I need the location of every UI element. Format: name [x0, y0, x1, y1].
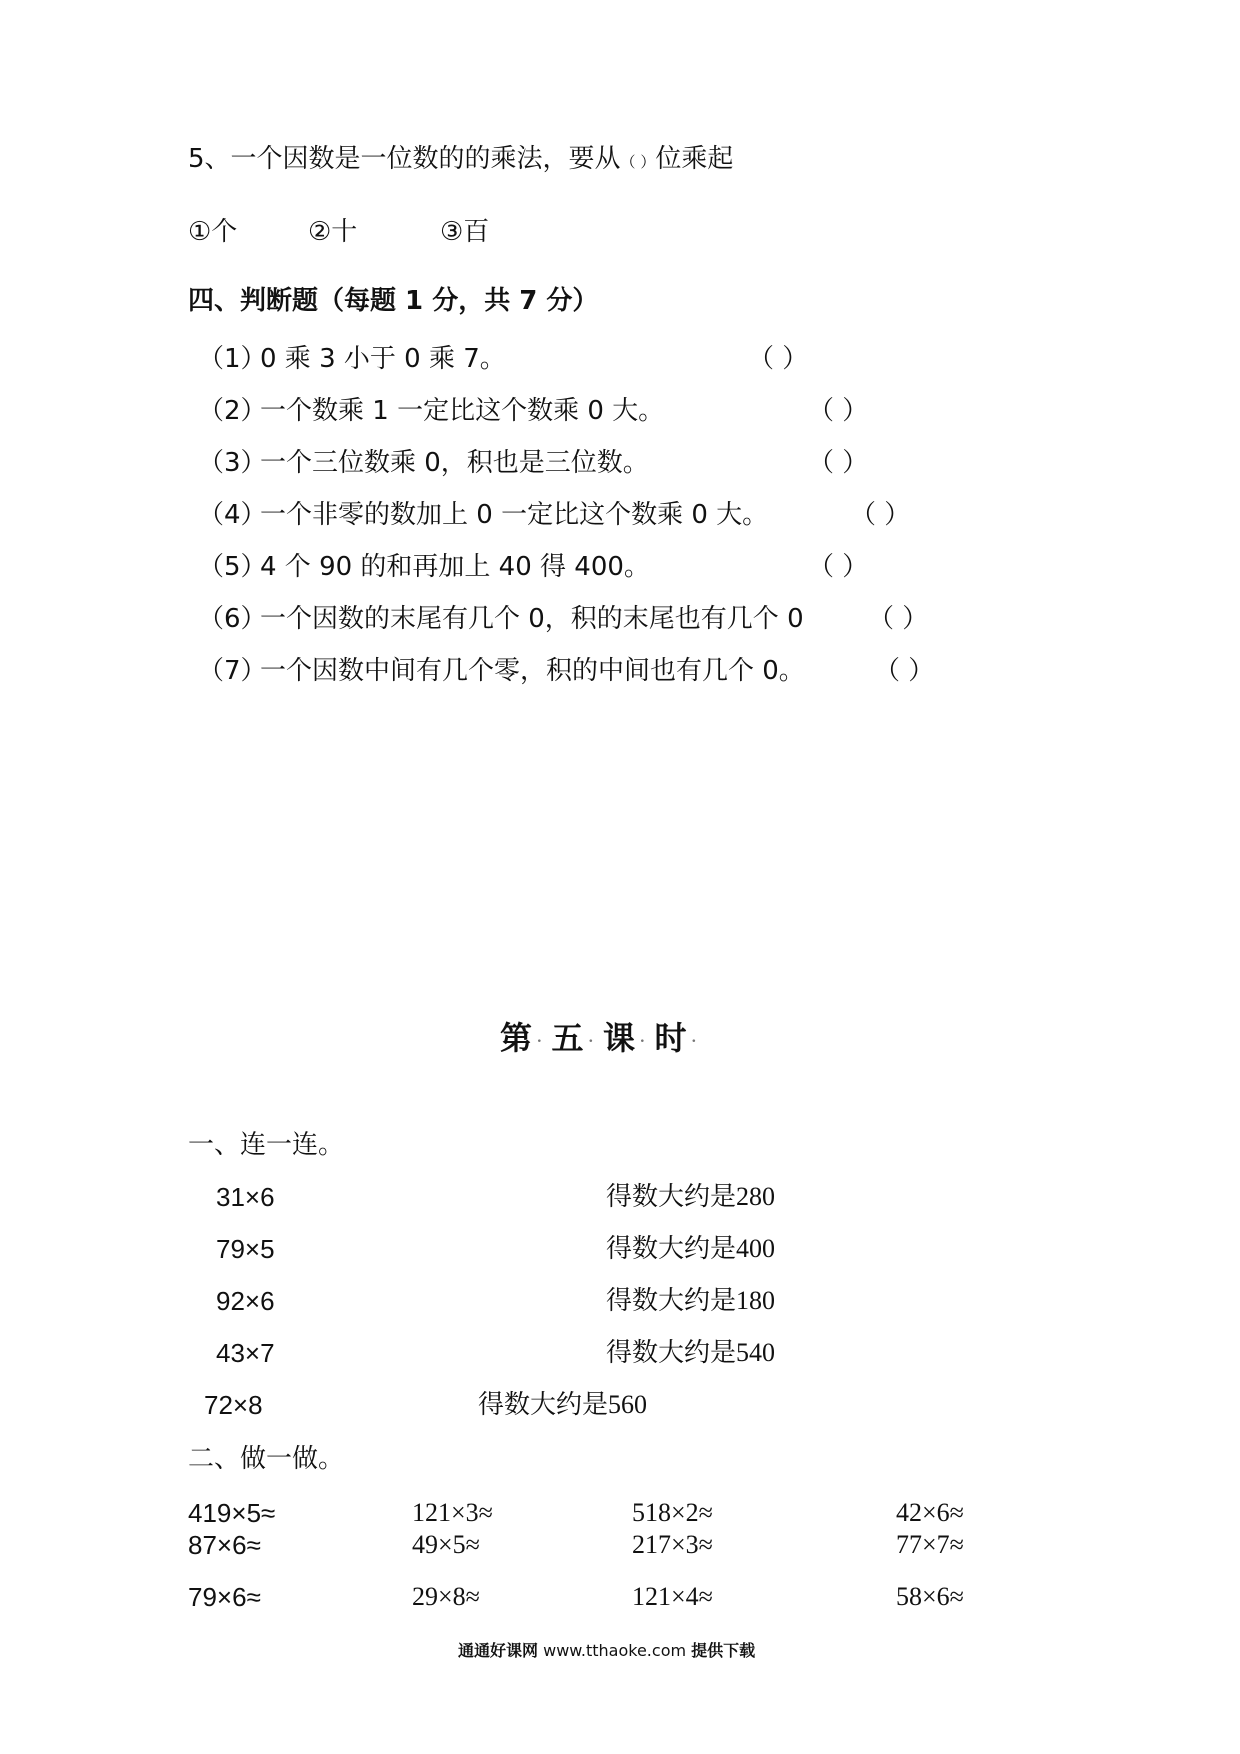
match-right-label: 得数大约是 — [606, 1338, 737, 1368]
judge-item-1-text: 0 乘 3 小于 0 乘 7。 — [260, 344, 506, 374]
judge-item-7-text: 一个因数中间有几个零，积的中间也有几个 0。 — [260, 656, 805, 686]
estimate-r1-c2: 121×3≈ — [412, 1498, 493, 1527]
footer-link[interactable]: www.tthaoke.com — [543, 1641, 687, 1660]
judge-item-4-num: （4） — [198, 500, 267, 530]
estimate-r3-c3: 121×4≈ — [632, 1582, 713, 1611]
judge-item-6-num: （6） — [198, 604, 267, 634]
judge-item-7-num: （7） — [198, 656, 267, 686]
estimate-r2-c4: 77×7≈ — [896, 1530, 964, 1559]
judge-item-2-text: 一个数乘 1 一定比这个数乘 0 大。 — [260, 396, 665, 426]
judge-item-1-num: （1） — [198, 344, 267, 374]
match-right-value: 560 — [608, 1390, 648, 1419]
lesson-title: 第 . 五 . 课 . 时 . — [500, 1019, 697, 1057]
judge-item-6-text: 一个因数的末尾有几个 0，积的末尾也有几个 0 — [260, 604, 804, 634]
match-right-value: 540 — [736, 1338, 776, 1367]
estimate-r3-c1: 79×6≈ — [188, 1582, 261, 1612]
match-right-4 — [606, 1336, 775, 1370]
estimate-r3-c4: 58×6≈ — [896, 1582, 964, 1611]
estimate-r2-c2: 49×5≈ — [412, 1530, 480, 1559]
estimate-r1-c4: 42×6≈ — [896, 1498, 964, 1527]
part-2-heading: 二、做一做。 — [188, 1444, 345, 1474]
match-right-value: 280 — [736, 1182, 776, 1211]
judge-item-3-num: （3） — [198, 448, 267, 478]
lesson-title-char-4: 时 — [654, 1019, 687, 1057]
judge-item-5-num: （5） — [198, 552, 267, 582]
judge-item-2-blank: （ ） — [808, 396, 869, 426]
part-1-heading: 一、连一连。 — [188, 1130, 345, 1160]
match-right-3 — [606, 1284, 775, 1318]
question-5-blank: （ ） — [620, 153, 656, 171]
footer-brand: 通通好课网 — [458, 1641, 539, 1660]
match-left-5: 72×8 — [204, 1390, 263, 1420]
section-4-heading: 四、判断题（每题 1 分，共 7 分） — [188, 286, 599, 316]
match-right-1 — [606, 1180, 775, 1214]
option-1: ①个 — [188, 217, 238, 247]
judge-item-3-text: 一个三位数乘 0，积也是三位数。 — [260, 448, 649, 478]
match-right-value: 180 — [736, 1286, 776, 1315]
option-3: ③百 — [440, 217, 490, 247]
match-left-4: 43×7 — [216, 1338, 275, 1368]
lesson-title-char-2: 五 — [551, 1019, 584, 1057]
judge-item-4-blank: （ ） — [850, 500, 911, 530]
lesson-title-char-3: 课 — [603, 1019, 636, 1057]
judge-item-5-blank: （ ） — [808, 552, 869, 582]
judge-item-7-blank: （ ） — [874, 656, 935, 686]
judge-item-5-text: 4 个 90 的和再加上 40 得 400。 — [260, 552, 650, 582]
match-right-label: 得数大约是 — [478, 1390, 609, 1420]
judge-item-2-num: （2） — [198, 396, 267, 426]
match-right-2 — [606, 1232, 775, 1266]
match-right-5 — [478, 1388, 647, 1422]
estimate-r1-c1: 419×5≈ — [188, 1498, 276, 1528]
estimate-r3-c2: 29×8≈ — [412, 1582, 480, 1611]
footer — [458, 1640, 755, 1662]
match-left-2: 79×5 — [216, 1234, 275, 1264]
match-right-label: 得数大约是 — [606, 1234, 737, 1264]
question-5 — [188, 142, 733, 179]
estimate-r2-c1: 87×6≈ — [188, 1530, 261, 1560]
judge-item-6-blank: （ ） — [868, 604, 929, 634]
question-5-text: 5、一个因数是一位数的的乘法，要从 — [188, 144, 621, 174]
judge-item-1-blank: （ ） — [748, 344, 809, 374]
lesson-title-char-1: 第 — [500, 1019, 533, 1057]
match-left-1: 31×6 — [216, 1182, 275, 1212]
estimate-r2-c3: 217×3≈ — [632, 1530, 713, 1559]
match-right-label: 得数大约是 — [606, 1286, 737, 1316]
judge-item-3-blank: （ ） — [808, 448, 869, 478]
question-5-text-end: 位乘起 — [655, 144, 734, 174]
match-right-label: 得数大约是 — [606, 1182, 737, 1212]
judge-item-4-text: 一个非零的数加上 0 一定比这个数乘 0 大。 — [260, 500, 769, 530]
option-2: ②十 — [308, 217, 358, 247]
match-right-value: 400 — [736, 1234, 776, 1263]
estimate-r1-c3: 518×2≈ — [632, 1498, 713, 1527]
footer-suffix: 提供下载 — [691, 1641, 756, 1660]
match-left-3: 92×6 — [216, 1286, 275, 1316]
